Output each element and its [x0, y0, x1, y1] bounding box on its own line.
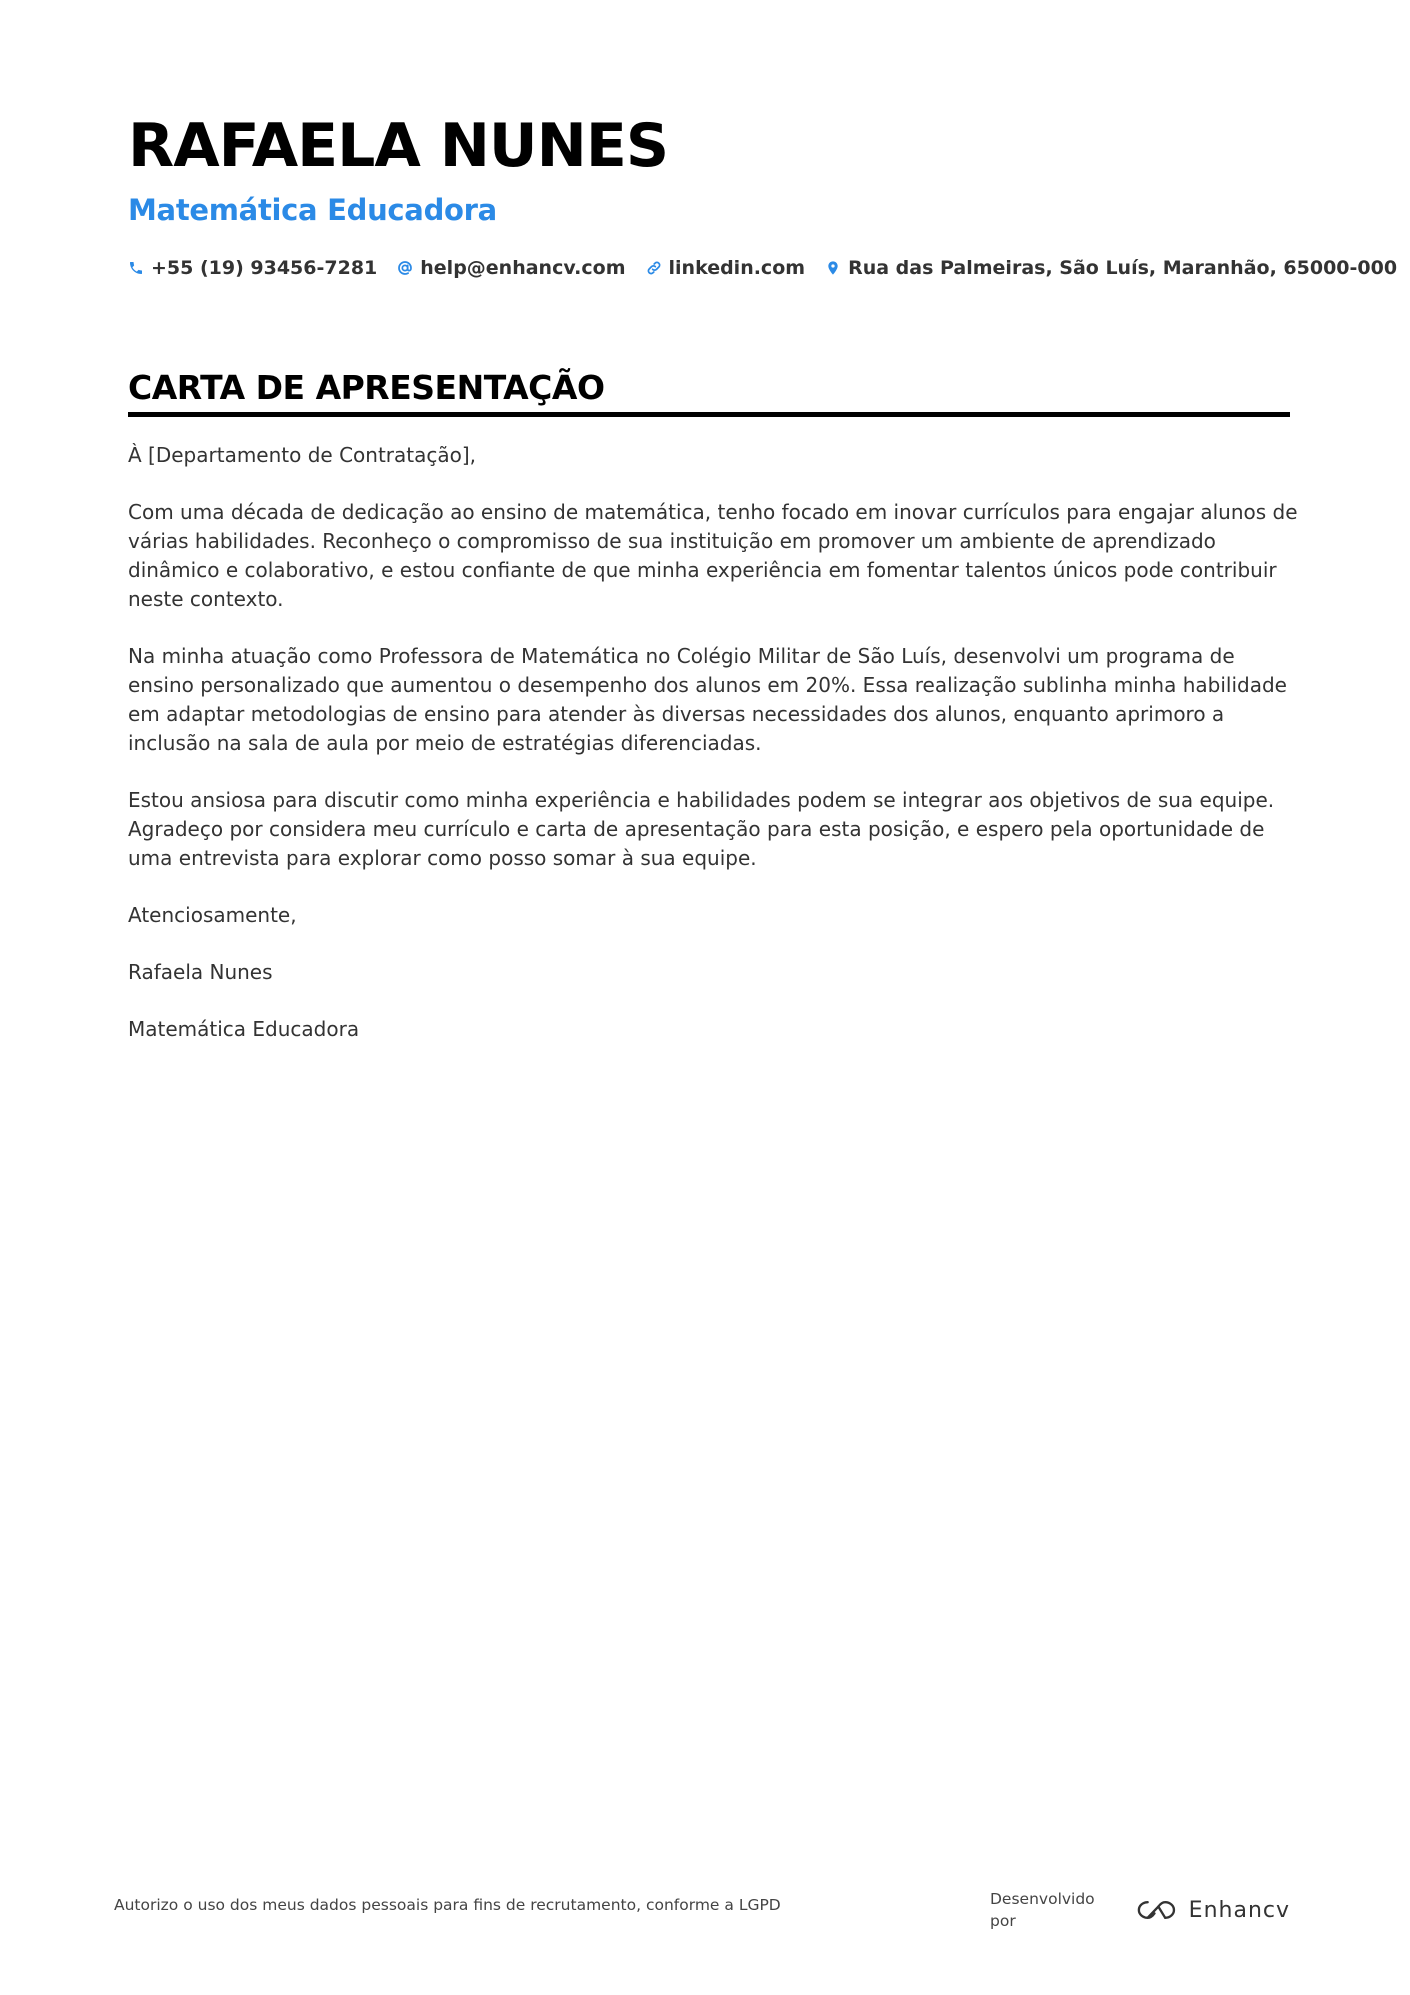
paragraph-3: Estou ansiosa para discutir como minha experiência e habilidades podem se integrar aos objetivos de sua equipe. Agradeço por considera meu currículo e carta de apresentação para esta posição, e espero pela oportunidade de uma entrevista para explorar como posso somar à sua equipe.: [128, 788, 1275, 870]
phone-text: +55 (19) 93456-7281: [151, 257, 378, 279]
contact-address: [825, 253, 1397, 283]
contact-phone: [128, 253, 377, 283]
contact-linkedin[interactable]: [646, 253, 806, 283]
contact-bar: [128, 253, 1398, 283]
contact-email[interactable]: [397, 253, 625, 283]
applicant-name: RAFAELA NUNES: [128, 111, 669, 181]
powered-by[interactable]: [990, 1888, 1290, 1932]
location-pin-icon: [825, 260, 841, 276]
address-text: Rua das Palmeiras, São Luís, Maranhão, 65000-000: [848, 257, 1398, 279]
phone-icon: [128, 260, 144, 276]
paragraph-1: Com uma década de dedicação ao ensino de matemática, tenho focado em inovar currículos para engajar alunos de várias habilidades. Reconheço o compromisso de sua instituição em promover um ambiente de aprendizado dinâmico e colaborativo, e estou confiante de que minha experiência em fomentar talentos únicos pode contribuir neste contexto.: [128, 500, 1298, 611]
signature-name: Rafaela Nunes: [128, 960, 273, 984]
paragraph-2: Na minha atuação como Professora de Matemática no Colégio Militar de São Luís, desenvolvi um programa de ensino personalizado que aumentou o desempenho dos alunos em 20%. Essa realização sublinha minha habilidade em adaptar metodologias de ensino para atender às diversas necessidades dos alunos, enquanto aprimoro a inclusão na sala de aula por meio de estratégias diferenciadas.: [128, 644, 1287, 755]
letter-body: [128, 441, 1298, 1072]
applicant-role: Matemática Educadora: [128, 193, 497, 227]
enhancv-logo-icon: [1134, 1897, 1179, 1923]
linkedin-text: linkedin.com: [668, 257, 806, 279]
signature-role: Matemática Educadora: [128, 1017, 360, 1041]
powered-by-label: Desenvolvido por: [990, 1890, 1095, 1930]
salutation: À [Departamento de Contratação],: [128, 443, 477, 467]
section-title: CARTA DE APRESENTAÇÃO: [128, 364, 1290, 417]
link-icon: [646, 260, 662, 276]
at-icon: [397, 260, 413, 276]
email-text: help@enhancv.com: [420, 257, 626, 279]
closing: Atenciosamente,: [128, 903, 297, 927]
consent-note: Autorizo o uso dos meus dados pessoais para fins de recrutamento, conforme a LGPD: [114, 1896, 781, 1914]
brand-name: Enhancv: [1188, 1897, 1290, 1923]
